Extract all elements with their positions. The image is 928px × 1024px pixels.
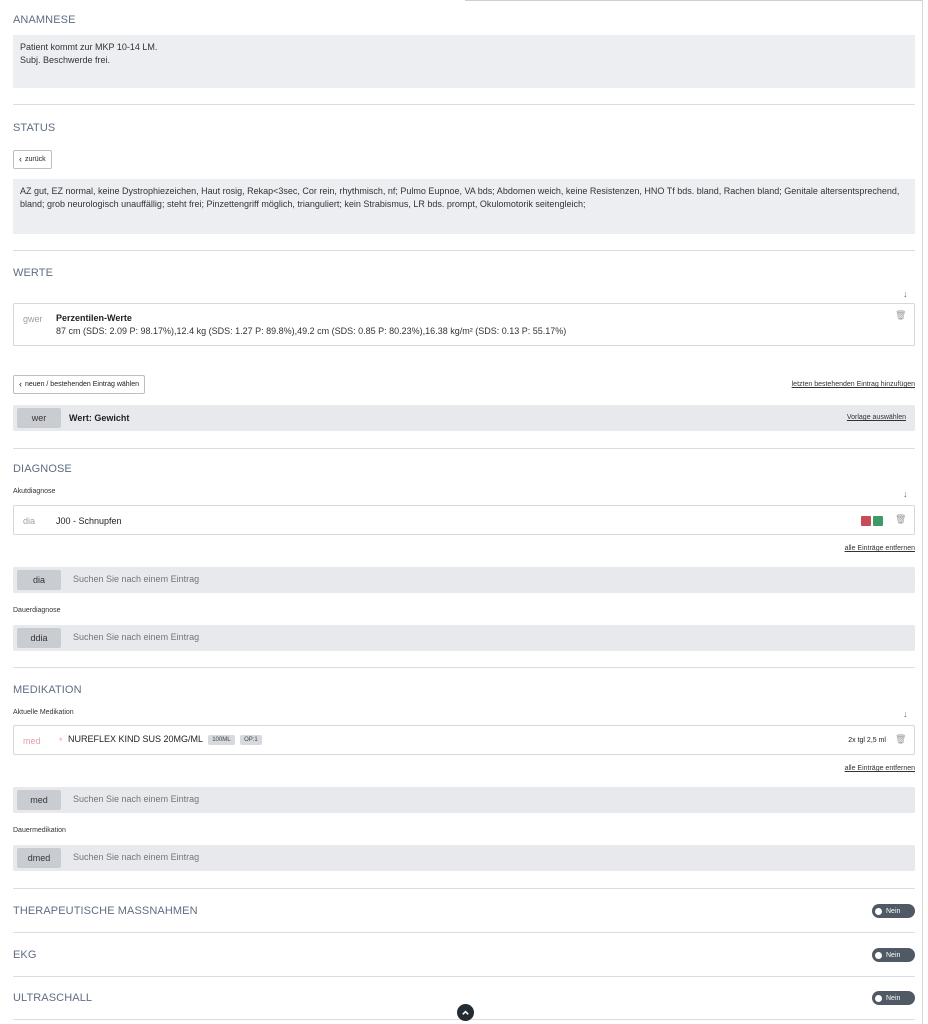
section-title-medikation: MEDIKATION [13,684,82,696]
section-title-ultraschall: ULTRASCHALL [13,992,93,1004]
toggle-label: Nein [886,907,901,915]
divider [13,667,915,668]
permanent-diagnosis-search[interactable] [13,625,915,651]
sort-arrow-icon[interactable]: ↓ [903,489,908,499]
therapeutic-measures-toggle[interactable] [872,904,915,918]
divider [13,932,915,933]
current-medication-label: Aktuelle Medikation [13,709,74,716]
trash-icon[interactable]: 🗑 [895,310,907,320]
ekg-toggle[interactable] [872,948,915,962]
back-button[interactable] [13,150,52,169]
divider [13,104,915,105]
medication-entry-card[interactable] [13,725,915,755]
scroll-to-top-button[interactable] [457,1004,474,1021]
medication-package-badge: OP:1 [240,735,262,745]
acute-diagnosis-search[interactable] [13,567,915,593]
medication-entry-name-group [68,734,262,745]
current-medication-search-input[interactable] [73,794,673,804]
anamnese-text[interactable] [13,35,915,88]
divider [13,976,915,977]
toggle-label: Nein [886,951,901,959]
permanent-diagnosis-search-input[interactable] [73,632,673,642]
anamnese-line-1: Patient kommt zur MKP 10-14 LM. [20,42,158,52]
toggle-label: Nein [886,994,901,1002]
werte-entry-code: gwer [23,314,43,324]
back-button-label: zurück [25,156,46,163]
permanent-diagnosis-search-code: ddia [17,628,61,648]
werte-template-label: Wert: Gewicht [69,413,130,423]
current-medication-search-code: med [17,790,61,810]
current-medication-search[interactable] [13,787,915,813]
toggle-knob [875,952,882,959]
werte-entry-card[interactable] [13,303,915,346]
toggle-knob [875,995,882,1002]
section-title-therapeutische-massnahmen: THERAPEUTISCHE MASSNAHMEN [13,905,198,917]
trash-icon[interactable]: 🗑 [895,514,907,524]
remove-all-medications-link[interactable]: alle Einträge entfernen [844,765,915,772]
permanent-medication-label: Dauermedikation [13,827,66,834]
chevron-left-icon: ‹ [19,154,22,164]
permanent-diagnosis-label: Dauerdiagnose [13,607,61,614]
right-border [922,0,923,1024]
sort-arrow-icon[interactable]: ↓ [903,289,908,299]
diagnosis-entry-text: J00 - Schnupfen [56,516,122,526]
diagnosis-entry-card[interactable] [13,505,915,535]
medication-entry-marker: * [59,736,63,746]
werte-template-code: wer [17,408,61,428]
section-title-anamnese: ANAMNESE [13,14,76,26]
anamnese-line-2: Subj. Beschwerde frei. [20,55,111,65]
sort-arrow-icon[interactable]: ↓ [903,709,908,719]
section-title-werte: WERTE [13,267,54,279]
medication-dosage: 2x tgl 2,5 ml [848,737,886,744]
divider [13,888,915,889]
choose-entry-label: neuen / bestehenden Eintrag wählen [25,381,140,388]
select-template-link[interactable]: Vorlage auswählen [846,414,906,421]
add-last-entry-link[interactable]: letzten bestehenden Eintrag hinzufügen [791,381,915,388]
acute-diagnosis-search-code: dia [17,570,61,590]
permanent-medication-search[interactable] [13,845,915,871]
red-status-marker[interactable] [861,516,871,526]
section-title-diagnose: DIAGNOSE [13,463,72,475]
choose-entry-button[interactable] [13,375,145,394]
permanent-medication-search-code: dmed [17,848,61,868]
divider [13,448,915,449]
section-title-ekg: EKG [13,949,37,961]
section-title-status: STATUS [13,122,56,134]
werte-entry-title: Perzentilen-Werte [56,313,132,323]
trash-icon[interactable]: 🗑 [895,734,907,744]
diagnosis-entry-code: dia [23,516,36,526]
divider [13,250,915,251]
medication-volume-badge: 100ML [208,735,234,745]
permanent-medication-search-input[interactable] [73,852,673,862]
werte-entry-values: 87 cm (SDS: 2.09 P: 98.17%),12.4 kg (SDS: 1.27 P: 89.8%),49.2 cm (SDS: 0.85 P: 80.23%),16.38 kg/m² (SDS: 0.13 P: 55.17%) [56,326,567,336]
werte-template-bar[interactable] [13,405,915,431]
chevron-left-icon: ‹ [19,379,22,389]
medication-name: NUREFLEX KIND SUS 20MG/ML [68,734,203,744]
acute-diagnosis-search-input[interactable] [73,574,673,584]
chevron-up-icon [461,1008,470,1017]
status-text[interactable]: AZ gut, EZ normal, keine Dystrophiezeichen, Haut rosig, Rekap<3sec, Cor rein, rhythmisch, nf; Pulmo Eupnoe, VA bds; Abdomen weich, keine Resistenzen, HNO Tf bds. bland, Rachen bland; Genitale altersentsprechend, bland; grob neurologisch unauffällig; steht frei; Pinzettengriff möglich, trianguliert; kein Strabismus, LR bds. prompt, Okulomotorik seitengleich; [13,179,915,234]
remove-all-diagnoses-link[interactable]: alle Einträge entfernen [844,545,915,552]
acute-diagnosis-label: Akutdiagnose [13,488,56,495]
ultraschall-toggle[interactable] [872,991,915,1005]
green-status-marker[interactable] [873,516,883,526]
medication-entry-code: med [23,736,41,746]
top-border [465,0,923,1]
toggle-knob [875,908,882,915]
